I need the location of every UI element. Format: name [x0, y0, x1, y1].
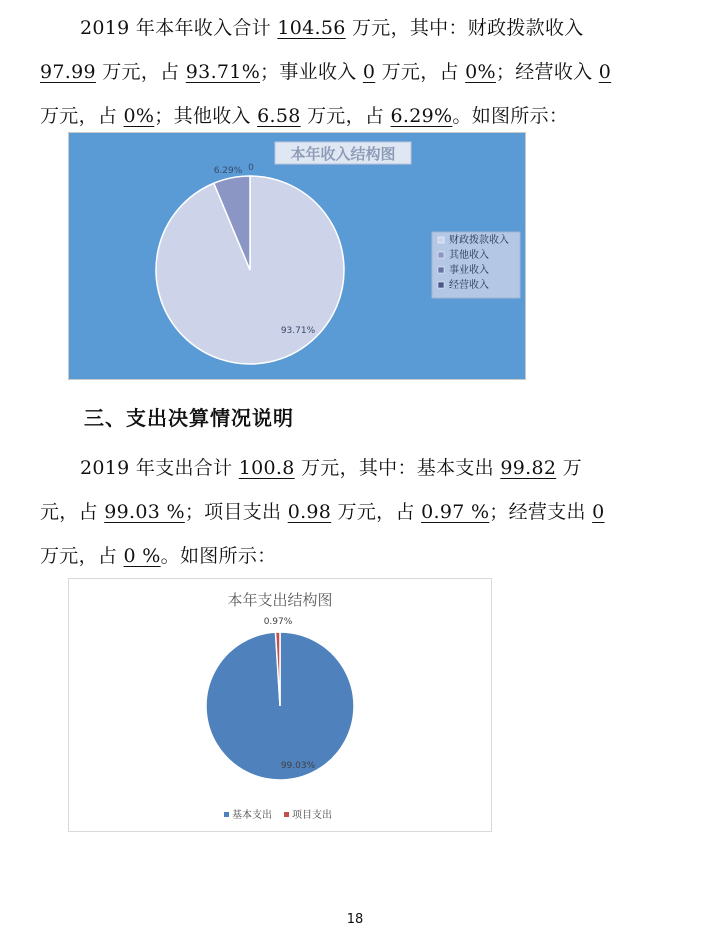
expense-paragraph	[40, 446, 676, 578]
legend-label-3: 经营收入	[449, 280, 489, 291]
text: 万元，占	[331, 501, 422, 523]
income-legend	[432, 232, 520, 298]
pie-label-1: 0.97%	[263, 617, 293, 627]
other-income-value: 6.58	[257, 105, 301, 127]
text: ；项目支出	[184, 501, 288, 523]
text: 元，占	[40, 501, 105, 523]
operating-expense-pct: 0 %	[123, 545, 161, 567]
pie-label-3: 0	[248, 163, 254, 173]
basic-expense-pct: 99.03 %	[104, 501, 185, 523]
expense-line-1	[40, 446, 676, 490]
fiscal-income-pct: 93.71%	[185, 61, 261, 83]
business-income-value: 0	[362, 61, 376, 83]
legend-label-0: 财政拨款收入	[449, 235, 509, 246]
income-total-value: 104.56	[277, 17, 346, 39]
basic-expense-value: 99.82	[500, 457, 557, 479]
legend-swatch-0	[224, 812, 229, 817]
text: 万元，其中：财政拨款收入	[345, 17, 584, 39]
text: ；经营收入	[495, 61, 599, 83]
text: 2019 年本年收入合计	[80, 17, 278, 39]
operating-expense-value: 0	[592, 501, 605, 523]
operating-income-value: 0	[598, 61, 612, 83]
income-line-2	[40, 50, 676, 94]
legend-label-1: 其他收入	[449, 250, 489, 261]
fiscal-income-value: 97.99	[40, 61, 96, 83]
other-income-pct: 6.29%	[390, 105, 453, 127]
text: 万元，其中：基本支出	[294, 457, 501, 479]
legend-label-0: 基本支出	[232, 810, 272, 821]
legend-swatch-3	[438, 282, 444, 288]
text: 万元，占	[40, 105, 124, 127]
income-chart-svg	[69, 133, 525, 379]
legend-swatch-2	[438, 267, 444, 273]
text: 万元，占	[40, 545, 124, 567]
legend-label-1: 项目支出	[292, 810, 332, 821]
text: 万	[556, 457, 582, 479]
text: ；事业收入	[260, 61, 363, 83]
expense-structure-chart	[68, 578, 492, 832]
expense-line-2	[40, 490, 676, 534]
income-paragraph	[40, 6, 676, 138]
pie-label-0: 99.03%	[280, 761, 316, 771]
expense-line-3	[40, 534, 676, 578]
income-line-1	[40, 6, 676, 50]
page-number: 18	[346, 912, 364, 927]
income-chart-title: 本年收入结构图	[290, 145, 396, 163]
text: 万元，占	[300, 105, 391, 127]
income-structure-chart	[68, 132, 526, 380]
section-heading: 三、支出决算情况说明	[84, 406, 294, 430]
project-expense-value: 0.98	[287, 501, 332, 523]
text: 万元，占	[95, 61, 186, 83]
income-pie	[156, 176, 344, 364]
pie-label-0: 93.71%	[280, 326, 316, 336]
text: 。如图所示：	[160, 545, 277, 567]
pie-label-1: 6.29%	[213, 166, 243, 176]
text: ；经营支出	[489, 501, 593, 523]
text: 2019 年支出合计	[80, 457, 239, 479]
business-income-pct: 0%	[465, 61, 496, 83]
expense-legend	[224, 808, 332, 821]
expense-total-value: 100.8	[238, 457, 295, 479]
legend-swatch-0	[438, 237, 444, 243]
legend-label-2: 事业收入	[449, 265, 489, 276]
expense-chart-svg	[69, 579, 491, 831]
expense-chart-title: 本年支出结构图	[227, 591, 333, 609]
text: 。如图所示：	[452, 105, 569, 127]
text: 万元，占	[375, 61, 466, 83]
operating-income-pct: 0%	[123, 105, 155, 127]
legend-swatch-1	[284, 812, 289, 817]
legend-swatch-1	[438, 252, 444, 258]
expense-pie	[206, 632, 354, 780]
project-expense-pct: 0.97 %	[421, 501, 490, 523]
text: ；其他收入	[154, 105, 258, 127]
